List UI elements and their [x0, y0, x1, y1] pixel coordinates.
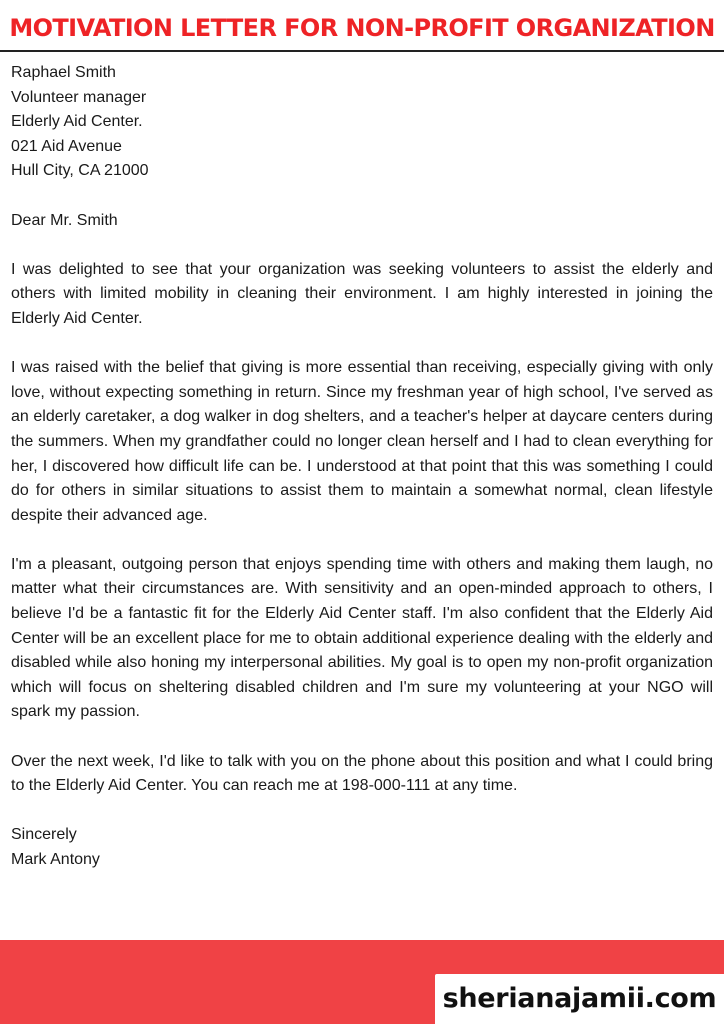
recipient-city: Hull City, CA 21000 [11, 162, 149, 180]
signature: Mark Antony [11, 851, 100, 868]
title-divider [0, 50, 724, 52]
salutation: Dear Mr. Smith [11, 211, 118, 229]
letter-paragraph-1: I was delighted to see that your organization was seeking volunteers to assist the elderly and others with limited mobility in cleaning their environment. I am highly interested in joining the Elderly Aid Center. [11, 260, 713, 327]
letter-paragraph-2: I was raised with the belief that giving is more essential than receiving, especially giving with only love, without expecting something in return. Since my freshman year of high school, I've served as an elderly caretaker, a dog walker in dog shelters, and a teacher's helper at daycare centers during the summers. When my grandfather could no longer clean herself and I had to clean everything for her, I discovered how difficult life can be. I understood at that point that this was something I could do for others in similar situations to assist them to maintain a somewhat normal, clean lifestyle despite their advanced age. [11, 359, 713, 524]
website-label: sherianajamii.com [442, 983, 717, 1014]
recipient-position: Volunteer manager [11, 88, 147, 106]
recipient-address [11, 61, 713, 184]
letter-paragraph-4: Over the next week, I'd like to talk with you on the phone about this position and what I could bring to the Elderly Aid Center. You can reach me at 198-000-111 at any time. [11, 752, 713, 795]
closing: Sincerely [11, 826, 77, 844]
recipient-name: Raphael Smith [11, 64, 116, 81]
spacer [11, 233, 713, 258]
recipient-street: 021 Aid Avenue [11, 137, 122, 155]
letter-paragraph-3: I'm a pleasant, outgoing person that enjoys spending time with others and making them laugh, no matter what their circumstances are. With sensitivity and an open-minded approach to others, I believe I'd be a fantastic fit for the Elderly Aid Center staff. I'm also confident that the Elderly Aid Center will be an excellent place for me to obtain additional experience dealing with the elderly and disabled while also honing my interpersonal abilities. My goal is to open my non-profit organization which will focus on sheltering disabled children and I'm sure my volunteering at your NGO will spark my passion. [11, 555, 713, 721]
recipient-organization: Elderly Aid Center. [11, 113, 143, 131]
document-title: MOTIVATION LETTER FOR NON-PROFIT ORGANIZATION [9, 14, 715, 42]
spacer [11, 184, 713, 209]
letter-body [11, 61, 713, 873]
footer-website-box [435, 974, 724, 1024]
